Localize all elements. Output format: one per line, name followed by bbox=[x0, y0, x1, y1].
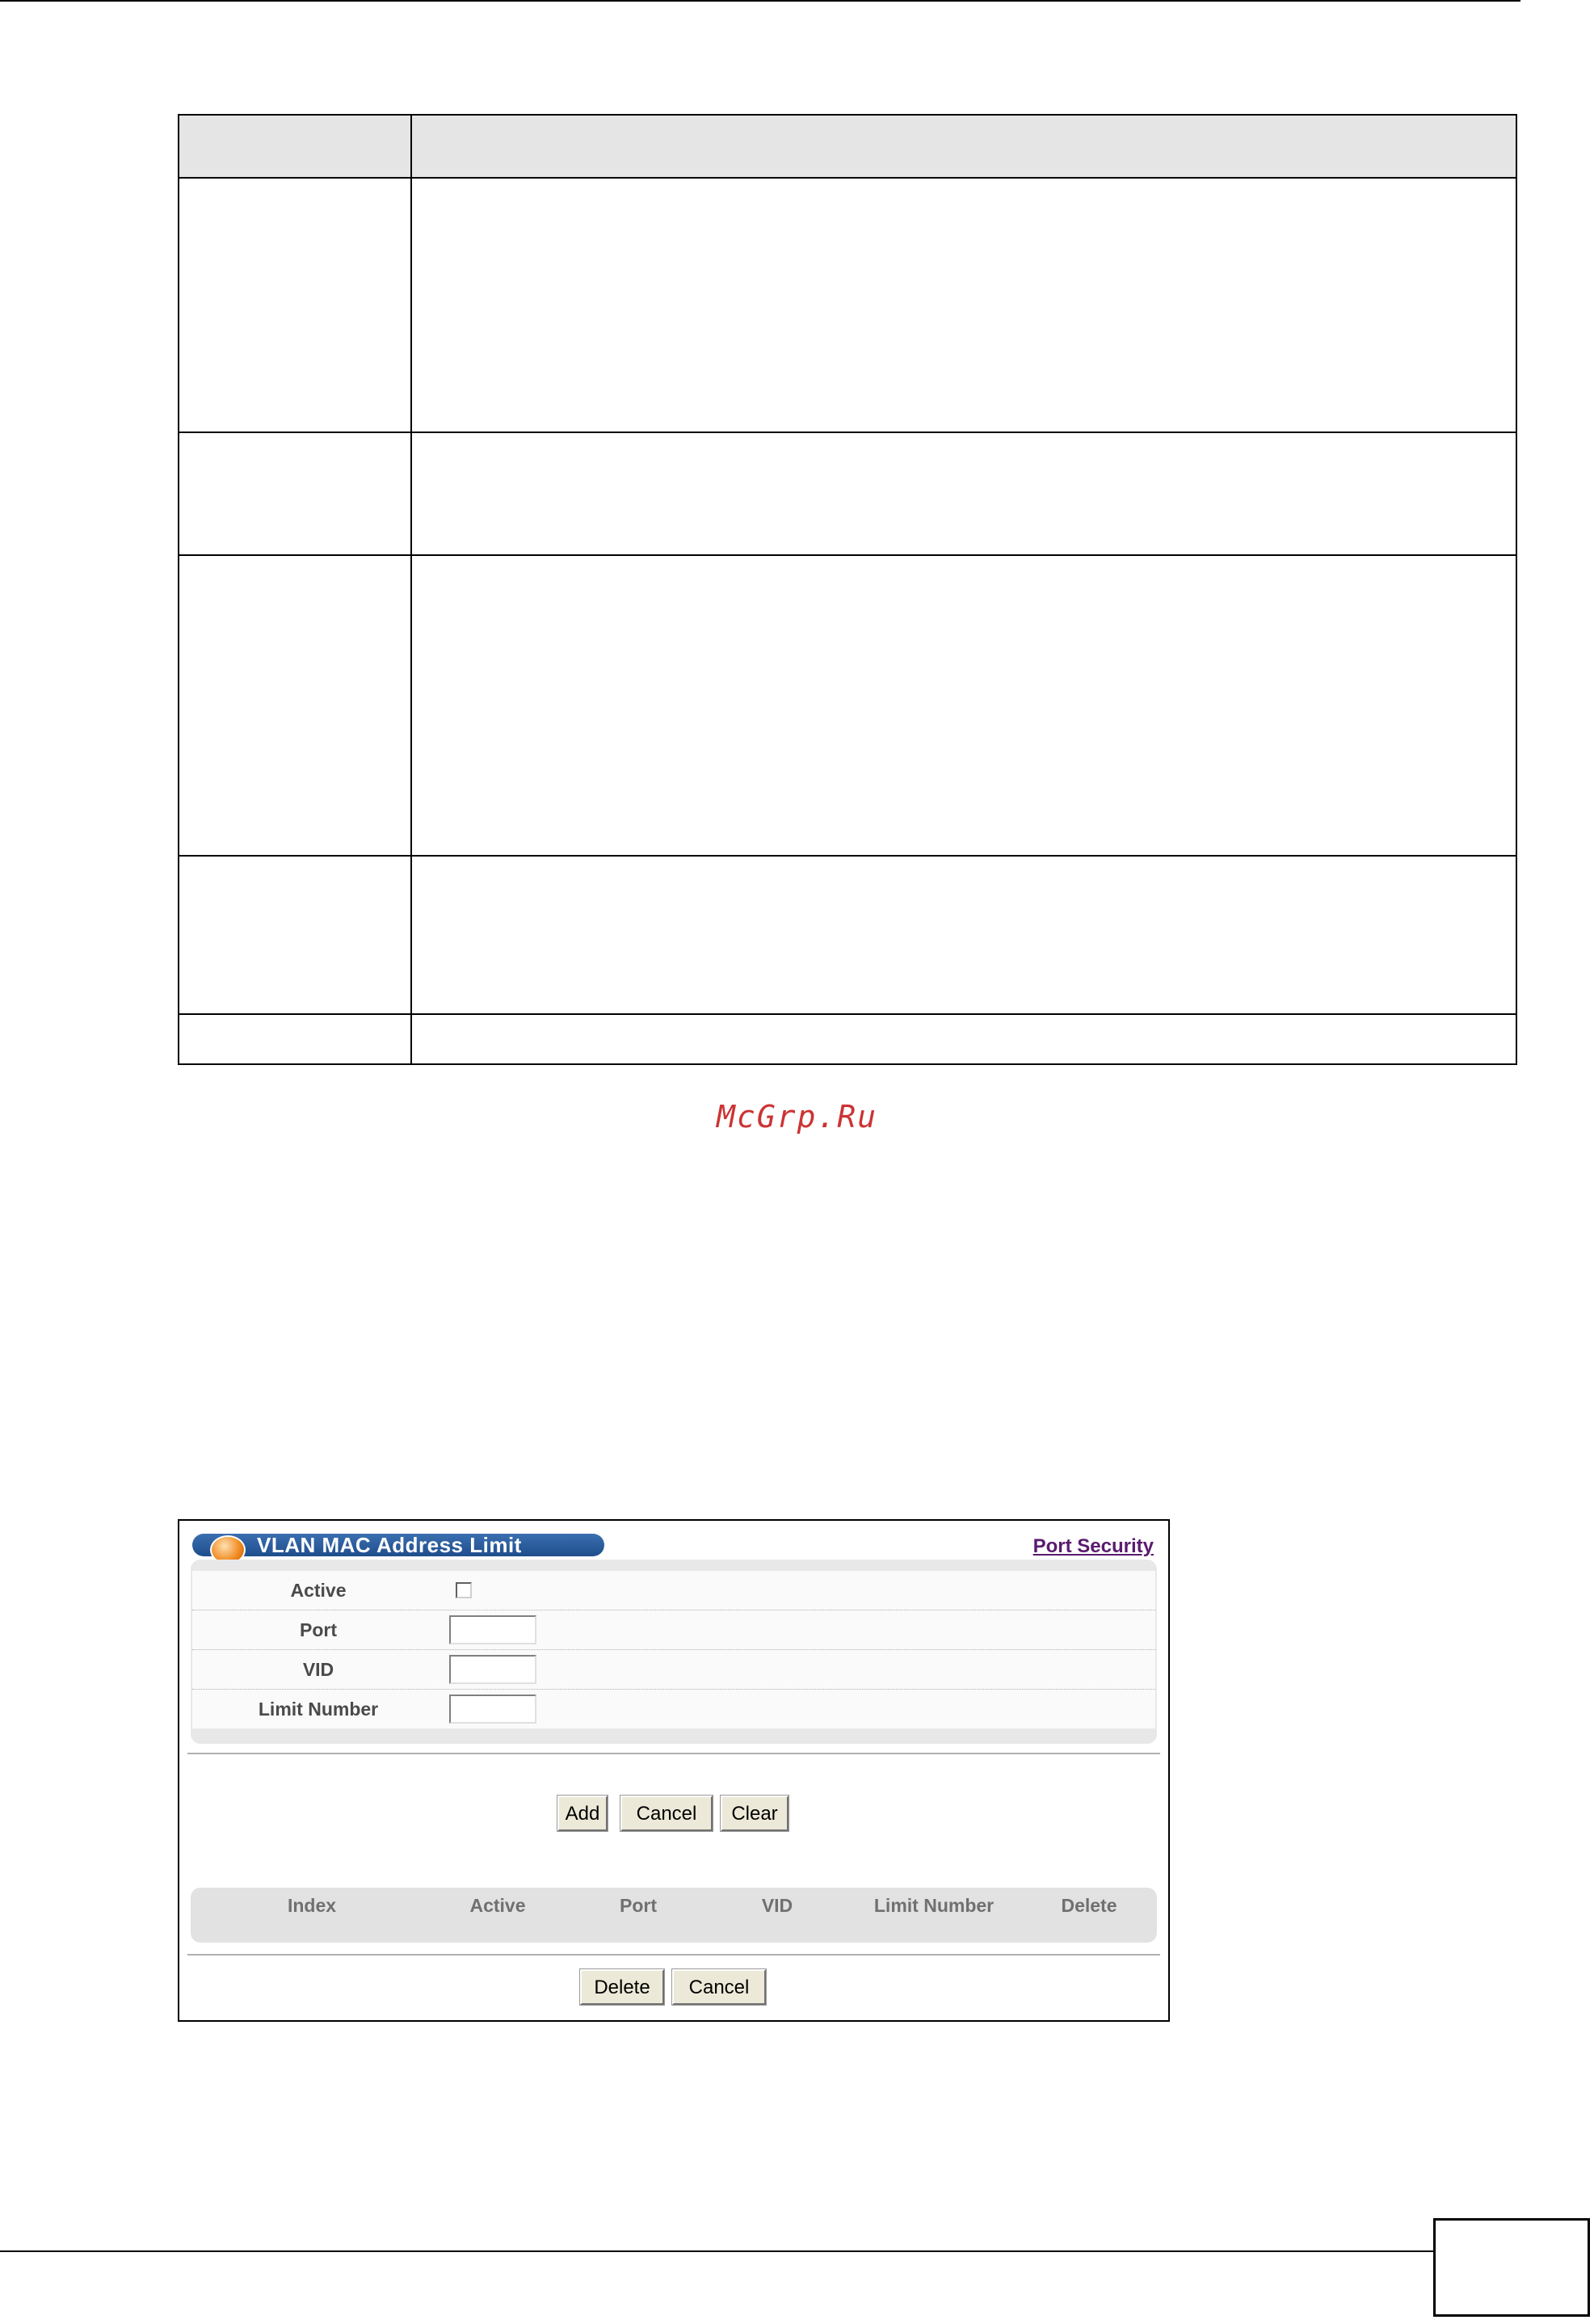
panel-title: VLAN MAC Address Limit bbox=[257, 1533, 522, 1557]
add-button[interactable]: Add bbox=[557, 1796, 608, 1831]
column-header-limit-number: Limit Number bbox=[873, 1895, 995, 1916]
divider bbox=[187, 1753, 1160, 1754]
active-row bbox=[192, 1571, 1155, 1610]
port-security-link[interactable]: Port Security bbox=[1033, 1535, 1154, 1557]
limit-number-row bbox=[192, 1690, 1155, 1728]
footer-rule bbox=[0, 2250, 1436, 2252]
table-header-cell bbox=[179, 115, 411, 178]
form-rows bbox=[192, 1571, 1155, 1728]
cancel-button[interactable]: Cancel bbox=[620, 1796, 713, 1831]
table-header-cell bbox=[411, 115, 1516, 178]
table-row bbox=[179, 555, 1516, 856]
watermark-text: McGrp.Ru bbox=[716, 1099, 878, 1135]
page-number-box bbox=[1433, 2218, 1590, 2317]
limit-number-label: Limit Number bbox=[258, 1699, 379, 1720]
column-header-index: Index bbox=[287, 1895, 337, 1916]
column-header-vid: VID bbox=[761, 1895, 793, 1916]
vid-row bbox=[192, 1650, 1155, 1690]
table-cell bbox=[179, 555, 411, 856]
mac-limit-list bbox=[191, 1888, 1157, 1943]
table-cell bbox=[411, 432, 1516, 555]
active-label: Active bbox=[290, 1580, 347, 1601]
column-header-port: Port bbox=[620, 1895, 657, 1916]
header-rule bbox=[0, 0, 1520, 2]
table-header-row bbox=[179, 115, 1516, 178]
table-cell bbox=[179, 178, 411, 432]
divider bbox=[187, 1954, 1160, 1956]
panel-title-bar bbox=[192, 1534, 604, 1556]
active-checkbox[interactable] bbox=[456, 1582, 472, 1598]
table-cell bbox=[179, 1014, 411, 1064]
table-cell bbox=[411, 1014, 1516, 1064]
table-cell bbox=[179, 856, 411, 1014]
settings-form bbox=[191, 1560, 1157, 1744]
bottom-cancel-button[interactable]: Cancel bbox=[672, 1969, 766, 2005]
port-label: Port bbox=[300, 1619, 337, 1640]
list-header-row bbox=[191, 1888, 1157, 1923]
table-cell bbox=[411, 555, 1516, 856]
table-cell bbox=[411, 178, 1516, 432]
limit-number-input[interactable] bbox=[449, 1695, 536, 1724]
table-row bbox=[179, 432, 1516, 555]
column-header-delete: Delete bbox=[1061, 1895, 1117, 1916]
table-row bbox=[179, 178, 1516, 432]
table-cell bbox=[179, 432, 411, 555]
vid-label: VID bbox=[302, 1659, 334, 1680]
port-input[interactable] bbox=[449, 1615, 536, 1644]
vlan-mac-limit-panel bbox=[178, 1519, 1170, 2022]
vid-input[interactable] bbox=[449, 1655, 536, 1684]
reference-table bbox=[178, 114, 1517, 1065]
table-cell bbox=[411, 856, 1516, 1014]
table-row bbox=[179, 1014, 1516, 1064]
delete-button[interactable]: Delete bbox=[580, 1969, 664, 2005]
column-header-active: Active bbox=[469, 1895, 526, 1916]
port-row bbox=[192, 1610, 1155, 1650]
clear-button[interactable]: Clear bbox=[721, 1796, 789, 1831]
table-row bbox=[179, 856, 1516, 1014]
